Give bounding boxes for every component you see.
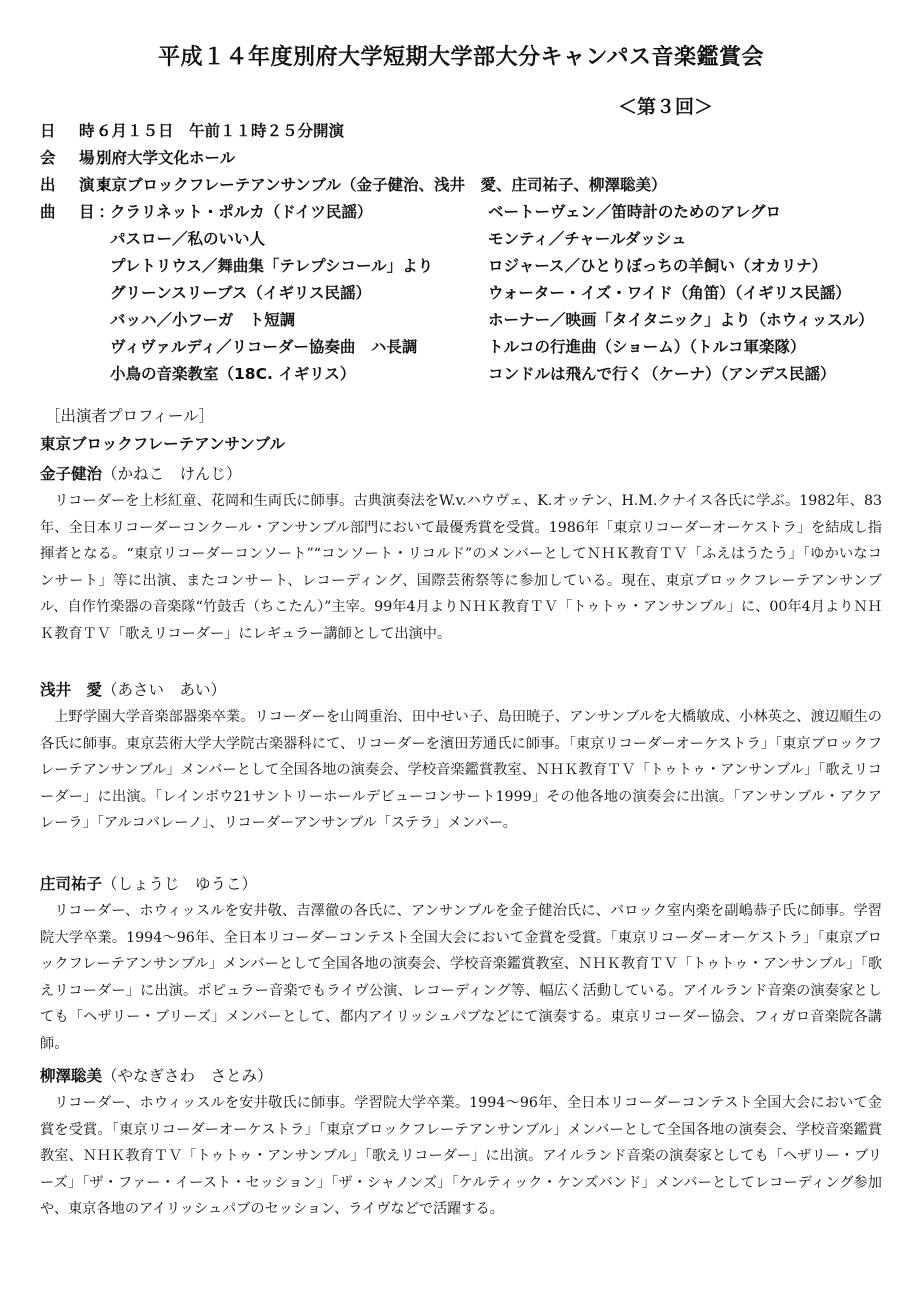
venue-label: 会 場：	[40, 149, 119, 167]
person-bio: リコーダー、ホウィッスルを安井敬、吉澤徹の各氏に、アンサンブルを金子健治氏に、バロック室内楽を副嶋恭子氏に師事。学習院大学卒業。1994～96年、全日本リコーダーコンテスト全国大会において金賞を受賞。「東京リコーダーオーケストラ」「東京ブロックフレーテアンサンブル」メンバーとして全国各地の演奏会、学校音楽鑑賞教室、ＮＨＫ教育ＴＶ「トゥトゥ・アンサンブル」「歌えリコーダー」に出演。ポピュラー音楽でもライヴ公演、レコーディング等、幅広く活動している。アイルランド音楽の演奏家としても「ヘザリー・ブリーズ」メンバーとして、都内アイリッシュパブなどにて演奏する。東京リコーダー協会、フィガロ音楽院各講師。	[40, 903, 882, 1052]
date-label: 日 時：	[40, 122, 119, 140]
person-reading: （あさい あい）	[102, 681, 227, 699]
info-performers	[40, 172, 900, 198]
profile-name	[40, 870, 882, 898]
profile-yanagisawa	[40, 1062, 882, 1223]
person-reading: （やなぎさわ さとみ）	[102, 1067, 273, 1085]
program-item-left: バッハ／小フーガ ト短調	[110, 311, 296, 329]
page-title: 平成１４年度別府大学短期大学部大分キャンパス音楽鑑賞会	[158, 45, 764, 70]
person-reading: （しょうじ ゆうこ）	[102, 875, 258, 893]
profile-asai	[40, 676, 882, 837]
program-item-right: モンティ／チャールダッシュ	[488, 230, 687, 248]
program-row	[40, 253, 900, 280]
ensemble-name: 東京ブロックフレーテアンサンブル	[40, 435, 286, 453]
person-reading: （かねこ けんじ）	[102, 465, 242, 483]
program-item-left: クラリネット・ポルカ（ドイツ民謡）	[110, 203, 373, 221]
date-value: ６月１５日 午前１１時２５分開演	[96, 122, 345, 140]
profile-kaneko	[40, 460, 882, 647]
person-name: 浅井 愛	[40, 681, 103, 699]
program-item-right: ロジャース／ひとりぼっちの羊飼い（オカリナ）	[488, 257, 828, 275]
program-row	[40, 280, 900, 307]
program-item-right: コンドルは飛んで行く（ケーナ）（アンデス民謡）	[488, 365, 836, 383]
performers-label: 出 演：	[40, 176, 119, 194]
program-item-left: グリーンスリーブス（イギリス民謡）	[110, 284, 372, 302]
profiles-section-title: ［出演者プロフィール］	[45, 407, 214, 425]
program-item-right: ウォーター・イズ・ワイド（角笛）（イギリス民謡）	[488, 284, 851, 302]
profile-shoji	[40, 870, 882, 1057]
profile-name	[40, 460, 882, 488]
program-item-right: ホーナー／映画「タイタニック」より（ホウィッスル）	[488, 311, 874, 329]
info-date	[40, 118, 900, 144]
program-label: 曲 目：	[40, 203, 119, 221]
program-row	[40, 334, 900, 361]
person-name: 柳澤聡美	[40, 1067, 103, 1085]
person-bio: 上野学園大学音楽部器楽卒業。リコーダーを山岡重治、田中せい子、島田暁子、アンサンブルを大橋敏成、小林英之、渡辺順生の各氏に師事。東京芸術大学大学院古楽器科にて、リコーダーを濱田芳通氏に師事。「東京リコーダーオーケストラ」「東京ブロックフレーテアンサンブル」メンバーとして全国各地の演奏会、学校音楽鑑賞教室、ＮＨＫ教育ＴＶ「トゥトゥ・アンサンブル」「歌えリコーダー」に出演。「レインボウ21サントリーホールデビューコンサート1999」その他各地の演奏会に出演。「アンサンブル・アクアレーラ」「アルコバレーノ」、リコーダーアンサンブル「ステラ」メンバー。	[40, 709, 882, 831]
person-name: 金子健治	[40, 465, 103, 483]
performers-value: 東京ブロックフレーテアンサンブル（金子健治、浅井 愛、庄司祐子、柳澤聡美）	[96, 176, 667, 194]
program-item-right: トルコの行進曲（ショーム）（トルコ軍楽隊）	[488, 338, 806, 356]
profile-name	[40, 1062, 882, 1090]
person-name: 庄司祐子	[40, 875, 103, 893]
round-label: ＜第３回＞	[618, 96, 714, 118]
program-item-left: ヴィヴァルディ／リコーダー協奏曲 ハ長調	[110, 338, 418, 356]
person-bio: リコーダーを上杉紅童、花岡和生両氏に師事。古典演奏法をW.v.ハウヴェ、K.オッテン、H.M.クナイス各氏に学ぶ。1982年、83年、全日本リコーダーコンクール・アンサンブル部門において最優秀賞を受賞。1986年「東京リコーダーオーケストラ」を結成し指揮者となる。“東京リコーダーコンソート”“コンソート・リコルド”のメンバーとしてＮＨＫ教育ＴＶ「ふえはうたう」「ゆかいなコンサート」等に出演、またコンサート、レコーディング、国際芸術祭等に参加している。現在、東京ブロックフレーテアンサンブル、自作竹楽器の音楽隊“竹鼓舌（ちこたん）”主宰。99年4月よりＮＨＫ教育ＴＶ「トゥトゥ・アンサンブル」に、00年4月よりＮＨＫ教育ＴＶ「歌えリコーダー」にレギュラー講師として出演中。	[40, 493, 882, 642]
program-item-left: プレトリウス／舞曲集「テレプシコール」より	[110, 257, 434, 275]
program-list	[40, 199, 900, 388]
person-bio: リコーダー、ホウィッスルを安井敬氏に師事。学習院大学卒業。1994～96年、全日本リコーダーコンテスト全国大会において金賞を受賞。「東京リコーダーオーケストラ」「東京ブロックフレーテアンサンブル」メンバーとして全国各地の演奏会、学校音楽鑑賞教室、ＮＨＫ教育ＴＶ「トゥトゥ・アンサンブル」「歌えリコーダー」に出演。アイルランド音楽の演奏家としても「ヘザリー・ブリーズ」「ザ・ファー・イースト・セッション」「ザ・シャノンズ」「ケルティック・ケンズバンド」メンバーとしてレコーディング参加や、東京各地のアイリッシュパブのセッション、ライヴなどで活躍する。	[40, 1095, 882, 1217]
profile-name	[40, 676, 882, 704]
info-venue	[40, 145, 900, 171]
program-row	[40, 307, 900, 334]
program-row	[40, 199, 900, 226]
venue-value: 別府大学文化ホール	[96, 149, 236, 167]
program-row	[40, 361, 900, 388]
program-item-left: パスロー／私のいい人	[110, 230, 266, 248]
program-row	[40, 226, 900, 253]
program-item-left: 小鳥の音楽教室（18C. イギリス）	[110, 365, 356, 383]
program-item-right: ベートーヴェン／笛時計のためのアレグロ	[488, 203, 781, 221]
